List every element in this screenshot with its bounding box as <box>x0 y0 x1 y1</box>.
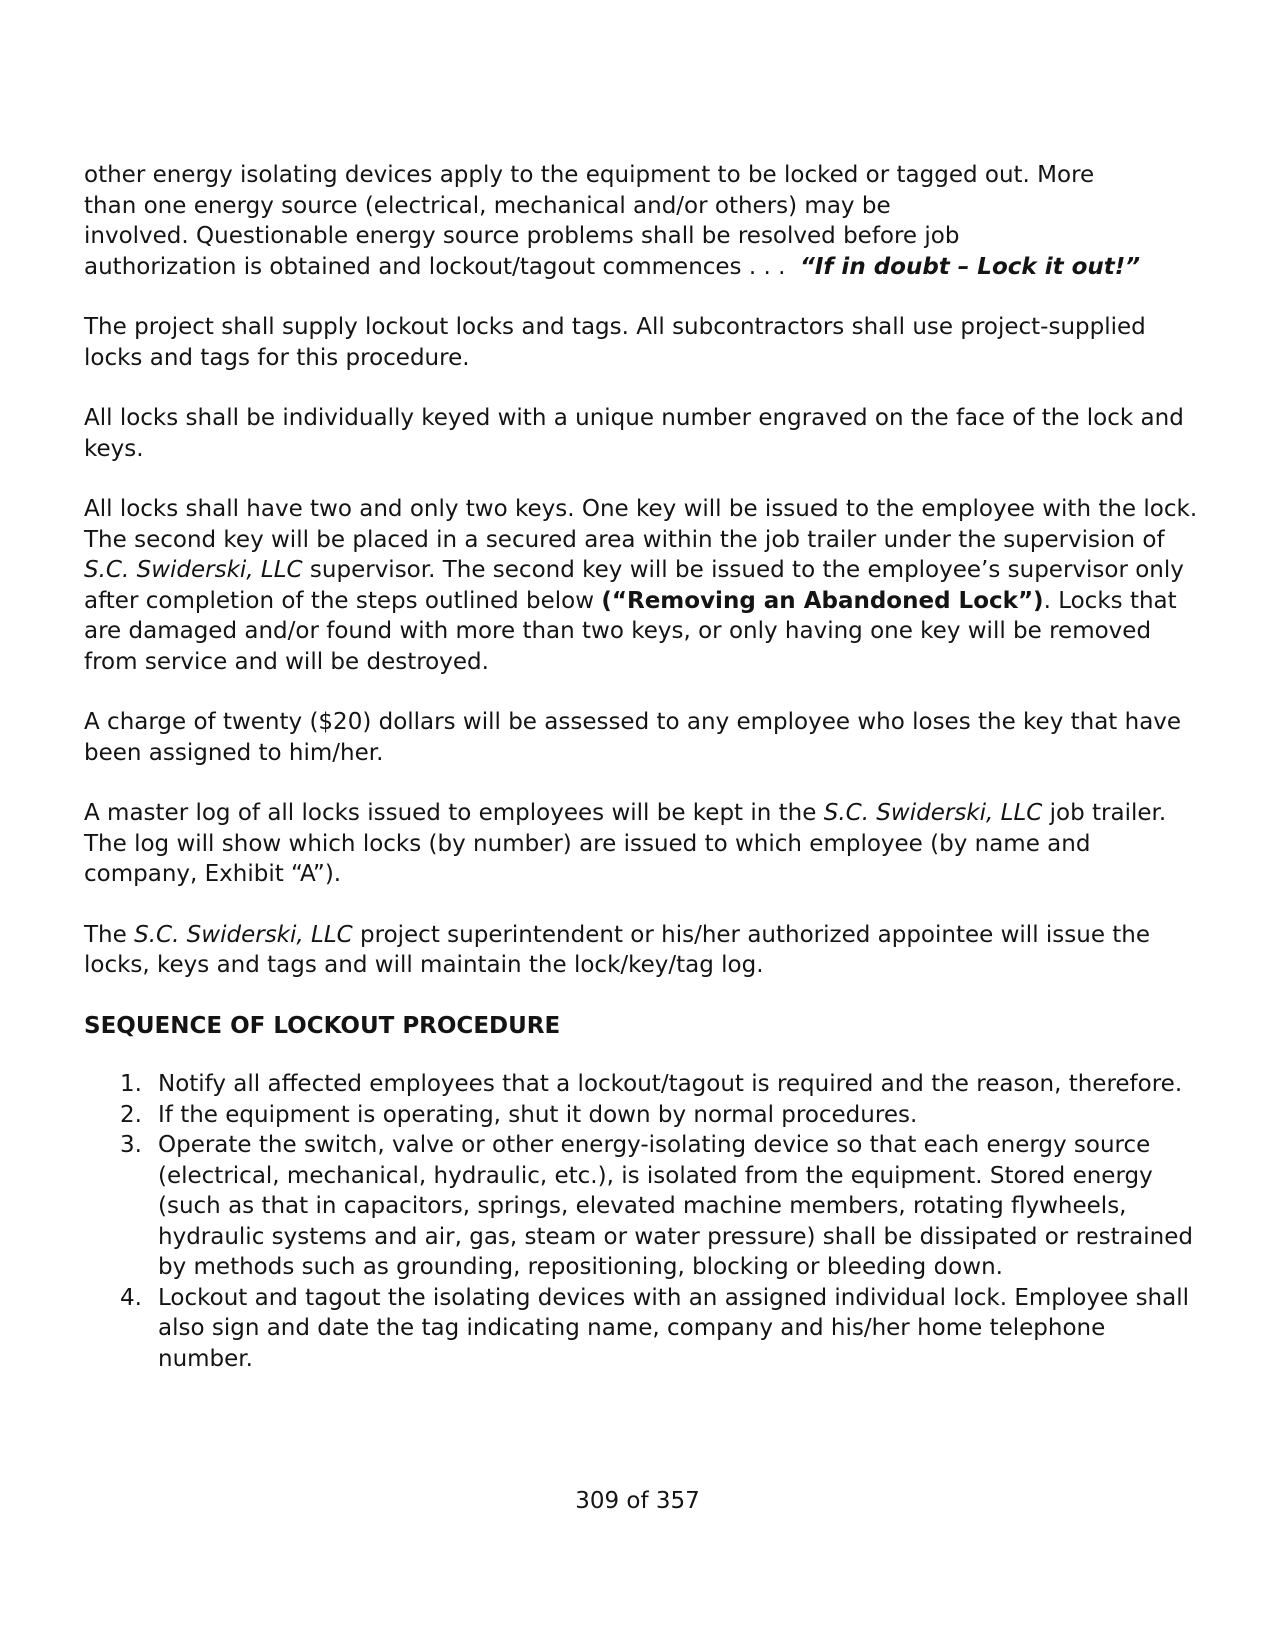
paragraph-lock-keying: All locks shall be individually keyed with a unique number engraved on the face of the lock and keys. <box>84 405 1184 462</box>
paragraph-superintendent <box>84 920 1204 981</box>
section-reference: (“Removing an Abandoned Lock”) <box>601 587 1044 614</box>
list-item <box>120 1100 1204 1131</box>
paragraph-line: involved. Questionable energy source problems shall be resolved before job <box>84 223 960 249</box>
paragraph-text: project superintendent or his/her authorized appointee will issue the locks, keys and tags and will maintain the lock/key/tag log. <box>84 921 1151 978</box>
paragraph-energy-sources <box>84 160 1204 282</box>
list-item <box>120 1130 1204 1283</box>
paragraph-text: The <box>84 921 127 948</box>
procedure-steps-list <box>84 1069 1204 1374</box>
list-item <box>120 1069 1204 1100</box>
step-number: 4. <box>120 1284 142 1311</box>
paragraph-text: job trailer. The log will show which locks (by number) are issued to which employee (by name and company, Exhibit “A”). <box>84 800 1167 887</box>
step-text: Lockout and tagout the isolating devices with an assigned individual lock. Employee shall also sign and date the tag indicating name, company and his/her home telephone number. <box>158 1284 1190 1372</box>
list-item <box>120 1283 1204 1375</box>
step-text: Notify all affected employees that a lockout/tagout is required and the reason, therefore. <box>158 1071 1183 1097</box>
paragraph-key-charge: A charge of twenty ($20) dollars will be assessed to any employee who loses the key that have been assigned to him/her. <box>84 709 1182 766</box>
company-name: S.C. Swiderski, LLC <box>823 800 1043 826</box>
paragraph-lock-supply: The project shall supply lockout locks and tags. All subcontractors shall use project-supplied locks and tags for this procedure. <box>84 314 1146 371</box>
paragraph-text: All locks shall have two and only two keys. One key will be issued to the employee with the lock. The second key will be placed in a secured area within the job trailer under the supervision of <box>84 496 1198 553</box>
step-text: If the equipment is operating, shut it down by normal procedures. <box>158 1101 918 1128</box>
page-number: 309 of 357 <box>575 1488 700 1514</box>
step-text: Operate the switch, valve or other energy-isolating device so that each energy source (electrical, mechanical, hydraulic, etc.), is isolated from the equipment. Stored energy (such as that in capacitors, springs, elevated machine members, rotating flywheels, hydraulic systems and air, gas, steam or water pressure) shall be dissipated or restrained by methods such as grounding, repositioning, blocking or bleeding down. <box>158 1132 1193 1280</box>
paragraph-lock-keys <box>84 494 1204 677</box>
document-body <box>84 160 1204 1374</box>
company-name: S.C. Swiderski, LLC <box>84 557 303 583</box>
paragraph-text: supervisor. The second key will be issued to the employee’s supervisor only after completion of the steps outlined below <box>84 557 1184 614</box>
section-heading: SEQUENCE OF LOCKOUT PROCEDURE <box>84 1012 561 1039</box>
step-number: 2. <box>120 1101 142 1128</box>
paragraph-master-log <box>84 798 1204 890</box>
step-number: 1. <box>120 1071 142 1097</box>
paragraph-text: . Locks that are damaged and/or found with more than two keys, or only having one key will be removed from service and will be destroyed. <box>84 587 1177 675</box>
company-name: S.C. Swiderski, LLC <box>134 921 353 948</box>
emphasis-slogan: “If in doubt – Lock it out!” <box>800 253 1141 280</box>
paragraph-line: than one energy source (electrical, mechanical and/or others) may be <box>84 192 891 219</box>
step-number: 3. <box>120 1132 142 1158</box>
paragraph-line: other energy isolating devices apply to the equipment to be locked or tagged out. More <box>84 162 1095 188</box>
paragraph-text: A master log of all locks issued to employees will be kept in the <box>84 800 817 826</box>
paragraph-line: authorization is obtained and lockout/tagout commences . . . <box>84 253 786 280</box>
